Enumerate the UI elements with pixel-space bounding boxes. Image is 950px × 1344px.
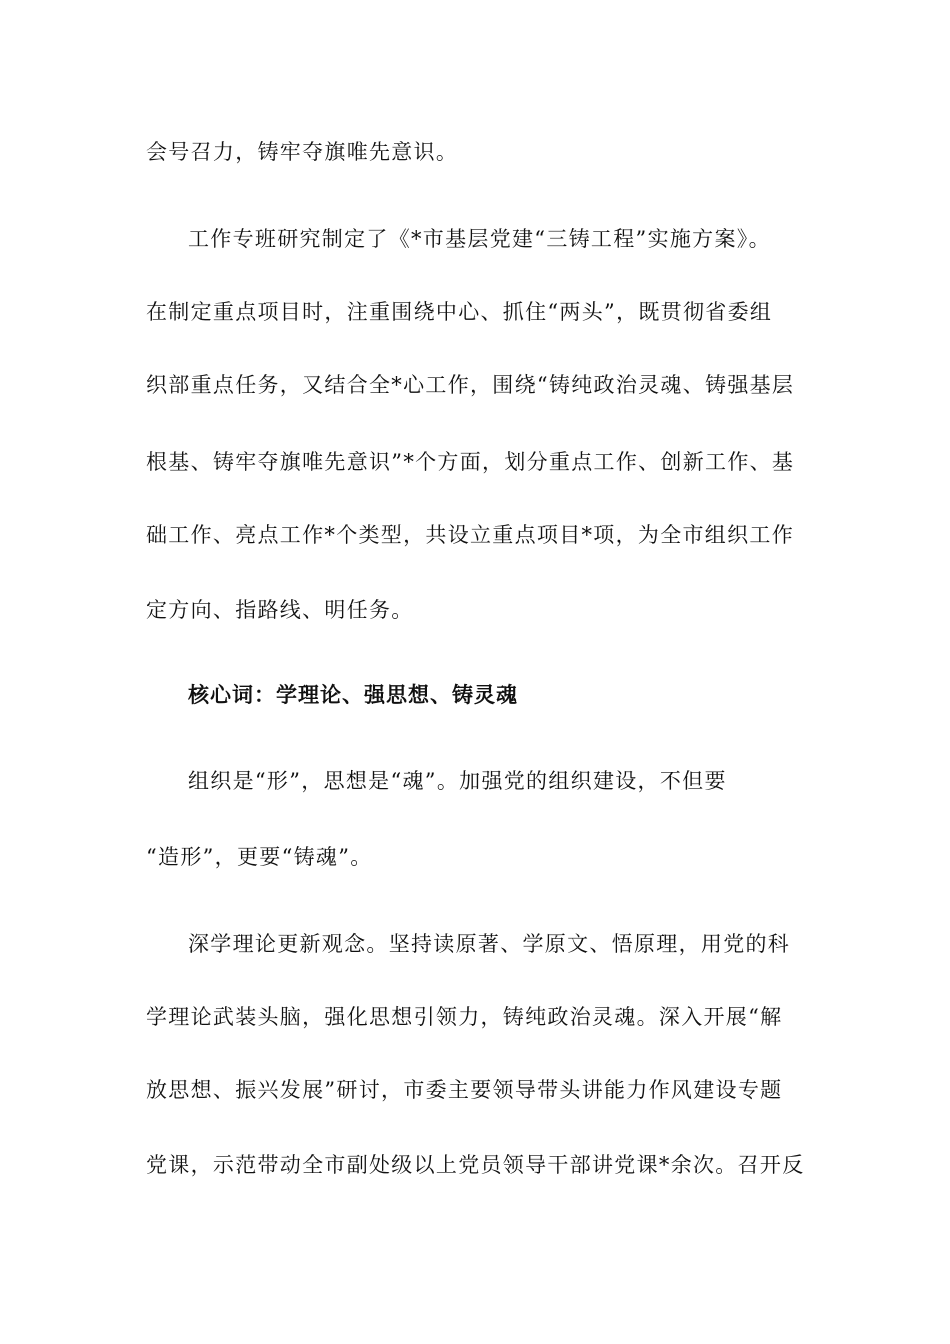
- paragraph-line: 础工作、亮点工作*个类型，共设立重点项目*项，为全市组织工作: [146, 523, 794, 547]
- paragraph-line: 织部重点任务，又结合全*心工作，围绕“铸纯政治灵魂、铸强基层: [146, 373, 795, 397]
- paragraph-line: 党课，示范带动全市副处级以上党员领导干部讲党课*余次。召开反: [146, 1153, 805, 1177]
- paragraph-line: “造形”，更要“铸魂”。: [146, 845, 373, 869]
- paragraph-line: 会号召力，铸牢夺旗唯先意识。: [146, 140, 459, 164]
- paragraph-line: 组织是“形”，思想是“魂”。加强党的组织建设，不但要: [188, 769, 727, 793]
- paragraph-line: 定方向、指路线、明任务。: [146, 598, 414, 622]
- paragraph-line: 工作专班研究制定了《*市基层党建“三铸工程”实施方案》。: [188, 227, 771, 251]
- paragraph-line: 学理论武装头脑，强化思想引领力，铸纯政治灵魂。深入开展“解: [146, 1005, 783, 1029]
- paragraph-line: 深学理论更新观念。坚持读原著、学原文、悟原理，用党的科: [188, 932, 791, 956]
- section-heading: 核心词：学理论、强思想、铸灵魂: [188, 683, 518, 707]
- paragraph-line: 在制定重点项目时，注重围绕中心、抓住“两头”，既贯彻省委组: [146, 300, 773, 324]
- paragraph-line: 放思想、振兴发展”研讨，市委主要领导带头讲能力作风建设专题: [146, 1078, 783, 1102]
- paragraph-line: 根基、铸牢夺旗唯先意识”*个方面，划分重点工作、创新工作、基: [146, 450, 795, 474]
